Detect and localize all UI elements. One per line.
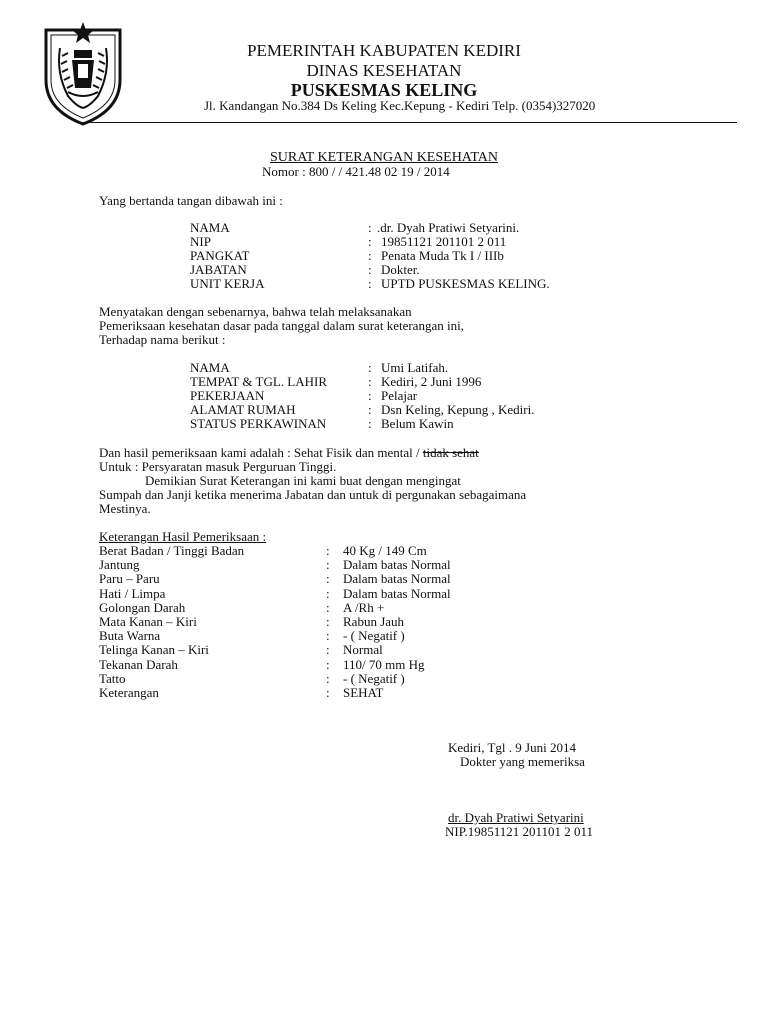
statement-line: Pemeriksaan kesehatan dasar pada tanggal dalam surat keterangan ini, xyxy=(99,318,464,333)
patient-label: STATUS PERKAWINAN xyxy=(190,416,327,431)
signer-value: .dr. Dyah Pratiwi Setyarini. xyxy=(377,220,520,235)
exam-value: A /Rh + xyxy=(343,600,385,615)
header-puskesmas: PUSKESMAS KELING xyxy=(290,80,478,100)
result-line xyxy=(99,446,479,460)
exam-value: 110/ 70 mm Hg xyxy=(343,657,425,672)
exam-value: Dalam batas Normal xyxy=(343,586,451,601)
statement-line: Terhadap nama berikut : xyxy=(99,332,226,347)
header-department: DINAS KESEHATAN xyxy=(306,61,462,80)
patient-colon: : xyxy=(368,374,372,389)
signer-colon: : xyxy=(368,276,372,291)
exam-value: Rabun Jauh xyxy=(343,614,405,629)
document-title: SURAT KETERANGAN KESEHATAN xyxy=(269,150,499,165)
exam-value: Dalam batas Normal xyxy=(343,557,451,572)
signer-label: UNIT KERJA xyxy=(190,276,265,291)
patient-label: PEKERJAAN xyxy=(190,388,265,403)
document-number: Nomor : 800 / / 421.48 02 19 / 2014 xyxy=(262,164,450,179)
patient-colon: : xyxy=(368,416,372,431)
exam-colon: : xyxy=(326,642,330,657)
exam-label: Jantung xyxy=(99,557,140,572)
exam-label: Buta Warna xyxy=(99,628,161,643)
patient-colon: : xyxy=(368,388,372,403)
patient-value: Kediri, 2 Juni 1996 xyxy=(381,374,482,389)
patient-label: ALAMAT RUMAH xyxy=(190,402,296,417)
patient-value: Dsn Keling, Kepung , Kediri. xyxy=(381,402,535,417)
exam-label: Golongan Darah xyxy=(99,600,186,615)
signer-value: UPTD PUSKESMAS KELING. xyxy=(381,276,550,291)
patient-colon: : xyxy=(368,402,372,417)
exam-value: - ( Negatif ) xyxy=(343,628,405,643)
intro-text: Yang bertanda tangan dibawah ini : xyxy=(99,193,283,208)
signer-label: PANGKAT xyxy=(190,248,250,263)
exam-colon: : xyxy=(326,543,330,558)
result-struck-text: tidak sehat xyxy=(422,445,479,460)
signer-label: JABATAN xyxy=(190,262,247,277)
patient-label: TEMPAT & TGL. LAHIR xyxy=(190,374,327,389)
exam-label: Paru – Paru xyxy=(99,571,160,586)
exam-value: SEHAT xyxy=(343,685,384,700)
exam-value: Normal xyxy=(343,642,383,657)
exam-label: Tekanan Darah xyxy=(99,657,178,672)
signer-colon: : xyxy=(368,248,372,263)
header-divider xyxy=(82,122,737,123)
signer-value: 19851121 201101 2 011 xyxy=(381,234,507,249)
closing-line: Demikian Surat Keterangan ini kami buat dengan mengingat xyxy=(145,473,461,488)
header-address: Jl. Kandangan No.384 Ds Keling Kec.Kepung - Kediri Telp. (0354)327020 xyxy=(204,98,596,113)
statement-line: Menyatakan dengan sebenarnya, bahwa telah melaksanakan xyxy=(99,304,412,319)
patient-label: NAMA xyxy=(190,360,230,375)
signer-colon: : xyxy=(368,220,372,235)
exam-colon: : xyxy=(326,571,330,586)
exam-colon: : xyxy=(326,671,330,686)
exam-label: Hati / Limpa xyxy=(99,586,166,601)
exam-colon: : xyxy=(326,685,330,700)
signer-colon: : xyxy=(368,234,372,249)
signer-value: Penata Muda Tk I / IIIb xyxy=(381,248,504,263)
exam-label: Telinga Kanan – Kiri xyxy=(99,642,209,657)
exam-colon: : xyxy=(326,657,330,672)
signer-label: NAMA xyxy=(190,220,230,235)
closing-line: Mestinya. xyxy=(99,501,151,516)
exam-title: Keterangan Hasil Pemeriksaan : xyxy=(99,529,267,544)
exam-label: Keterangan xyxy=(99,685,159,700)
patient-value: Umi Latifah. xyxy=(381,360,449,375)
exam-label: Berat Badan / Tinggi Badan xyxy=(99,543,245,558)
signature-name: dr. Dyah Pratiwi Setyarini xyxy=(448,810,584,825)
exam-value: - ( Negatif ) xyxy=(343,671,405,686)
signature-nip: NIP.19851121 201101 2 011 xyxy=(445,824,594,839)
purpose-line: Untuk : Persyaratan masuk Perguruan Tinggi. xyxy=(99,459,337,474)
patient-colon: : xyxy=(368,360,372,375)
exam-value: Dalam batas Normal xyxy=(343,571,451,586)
signature-role: Dokter yang memeriksa xyxy=(460,754,585,769)
patient-value: Belum Kawin xyxy=(381,416,454,431)
exam-colon: : xyxy=(326,586,330,601)
exam-colon: : xyxy=(326,628,330,643)
exam-colon: : xyxy=(326,614,330,629)
header-government: PEMERINTAH KABUPATEN KEDIRI xyxy=(247,41,521,60)
signer-label: NIP xyxy=(190,234,211,249)
exam-label: Tatto xyxy=(99,671,126,686)
exam-label: Mata Kanan – Kiri xyxy=(99,614,197,629)
signature-place-date: Kediri, Tgl . 9 Juni 2014 xyxy=(448,740,576,755)
exam-value: 40 Kg / 149 Cm xyxy=(343,543,427,558)
result-text: Dan hasil pemeriksaan kami adalah : Sehat Fisik dan mental / xyxy=(99,445,423,460)
exam-colon: : xyxy=(326,557,330,572)
signer-value: Dokter. xyxy=(381,262,420,277)
exam-colon: : xyxy=(326,600,330,615)
signer-colon: : xyxy=(368,262,372,277)
patient-value: Pelajar xyxy=(381,388,418,403)
closing-line: Sumpah dan Janji ketika menerima Jabatan dan untuk di pergunakan sebagaimana xyxy=(99,487,527,502)
